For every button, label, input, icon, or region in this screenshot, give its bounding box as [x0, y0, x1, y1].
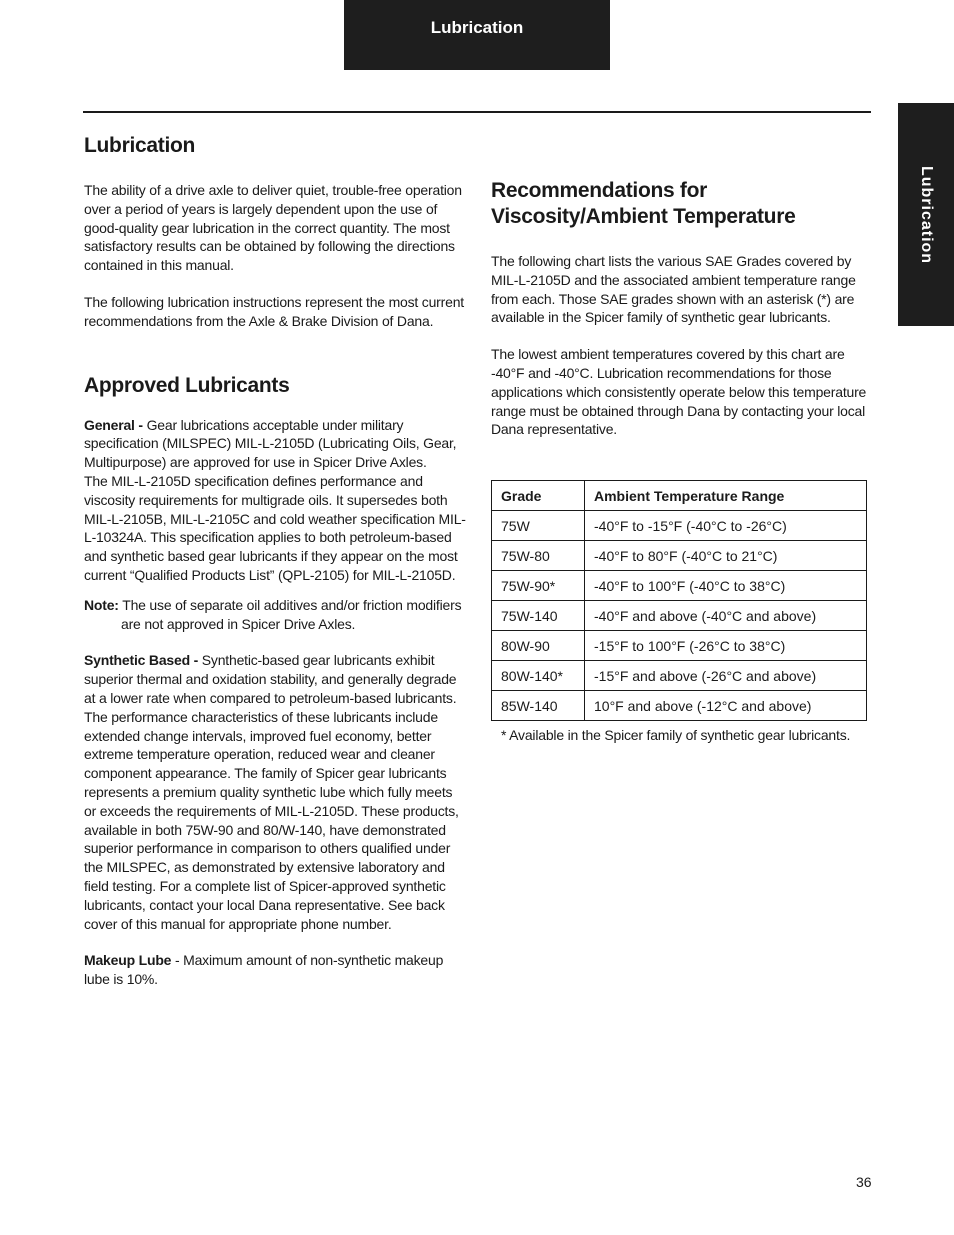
viscosity-paragraph-2: The lowest ambient temperatures covered by this chart are -40°F and -40°C. Lubrication recommendations for those applications which consistently operate below this temperature range must be obtained through Dana by contacting your local Dana representative. [491, 346, 867, 438]
table-row [492, 661, 867, 691]
note-text: The use of separate oil additives and/or friction modifiers are not approved in Spicer Drive Axles. [118, 596, 462, 632]
grade-cell: 75W-80 [492, 541, 585, 571]
lubrication-heading: Lubrication [84, 134, 196, 157]
intro-paragraph-1: The ability of a drive axle to deliver quiet, trouble-free operation over a period of years is largely dependent upon the use of good-quality gear lubrication in the correct quantity. The most satisfactory results can be obtained by following the directions contained in this manual. [84, 182, 462, 274]
grade-cell: 80W-140* [492, 661, 585, 691]
synthetic-paragraph [84, 651, 466, 933]
range-cell: -15°F and above (-26°C and above) [585, 661, 867, 691]
note-paragraph [84, 596, 466, 634]
range-cell: -40°F to 100°F (-40°C to 38°C) [585, 571, 867, 601]
general-paragraph-2: The MIL-L-2105D specification defines performance and viscosity requirements for multigrade oils. It supersedes both MIL-L-2105B, MIL-L-2105C and cold weather specification MIL-L-10324A. This specification applies to both petroleum-based and synthetic based gear lubricants if they appear on the most current “Qualified Products List” (QPL-2105) for MIL-L-2105D. [84, 472, 466, 583]
header-section-tab [344, 0, 610, 70]
makeup-paragraph [84, 951, 466, 989]
header-rule [83, 111, 871, 113]
range-cell: -15°F to 100°F (-26°C to 38°C) [585, 631, 867, 661]
header-section-label: Lubrication [430, 18, 524, 37]
range-cell: -40°F to 80°F (-40°C to 21°C) [585, 541, 867, 571]
range-cell: 10°F and above (-12°C and above) [585, 691, 867, 721]
table-row [492, 601, 867, 631]
table-row [492, 511, 867, 541]
viscosity-paragraph-1: The following chart lists the various SAE Grades covered by MIL-L-2105D and the associated ambient temperature range from each. Those SAE grades shown with an asterisk (*) are available in the Spicer family of synthetic gear lubricants. [491, 253, 856, 326]
note-lead: Note: [84, 596, 119, 613]
general-lead: General - [84, 416, 143, 433]
approved-lubricants-heading: Approved Lubricants [84, 373, 290, 397]
range-cell: -40°F and above (-40°C and above) [585, 601, 867, 631]
right-column [491, 178, 867, 745]
table-header-row [492, 481, 867, 511]
table-row [492, 631, 867, 661]
grade-cell: 75W-140 [492, 601, 585, 631]
grade-cell: 75W [492, 511, 585, 541]
table-row [492, 571, 867, 601]
page-number: 36 [856, 1174, 872, 1190]
general-paragraph [84, 416, 466, 472]
grade-cell: 75W-90* [492, 571, 585, 601]
intro-paragraph-2: The following lubrication instructions represent the most current recommendations from the Axle & Brake Division of Dana. [84, 293, 464, 329]
makeup-lead: Makeup Lube [84, 952, 172, 969]
table-row [492, 541, 867, 571]
side-chapter-tab [898, 103, 954, 326]
table-row [492, 691, 867, 721]
side-chapter-label: Lubrication [918, 165, 935, 264]
synthetic-text: Synthetic-based gear lubricants exhibit superior thermal and oxidation stability, and generally degrade at a lower rate when compared to petroleum-based lubricants. The performance characteristics of these lubricants include extended change intervals, improved fuel economy, better extreme temperature operation, reduced wear and cleaner component appearance. The family of Spicer gear lubricants represents a premium quality synthetic lube which fully meets or exceeds the requirements of MIL-L-2105D. These products, available in both 75W-90 and 80/W-140, have demonstrated superior performance in comparison to others qualified under the MILSPEC, as demonstrated by extensive laboratory and field testing. For a complete list of Spicer-approved synthetic lubricants, contact your local Dana representative. See back cover of this manual for appropriate phone number. [84, 652, 459, 932]
viscosity-heading: Recommendations for Viscosity/Ambient Temperature [491, 179, 796, 228]
viscosity-table [491, 480, 867, 721]
general-text: Gear lubrications acceptable under military specification (MILSPEC) MIL-L-2105D (Lubricating Oils, Gear, Multipurpose) are approved for use in Spicer Drive Axles. [84, 416, 457, 471]
range-cell: -40°F to -15°F (-40°C to -26°C) [585, 511, 867, 541]
makeup-text: - Maximum amount of non-synthetic makeup lube is 10%. [84, 952, 444, 988]
table-footnote: * Available in the Spicer family of synthetic gear lubricants. [501, 727, 851, 744]
header-grade: Grade [492, 481, 585, 511]
left-column [84, 133, 466, 989]
grade-cell: 85W-140 [492, 691, 585, 721]
grade-cell: 80W-90 [492, 631, 585, 661]
header-ambient-range: Ambient Temperature Range [585, 481, 867, 511]
synthetic-lead: Synthetic Based - [84, 652, 199, 669]
